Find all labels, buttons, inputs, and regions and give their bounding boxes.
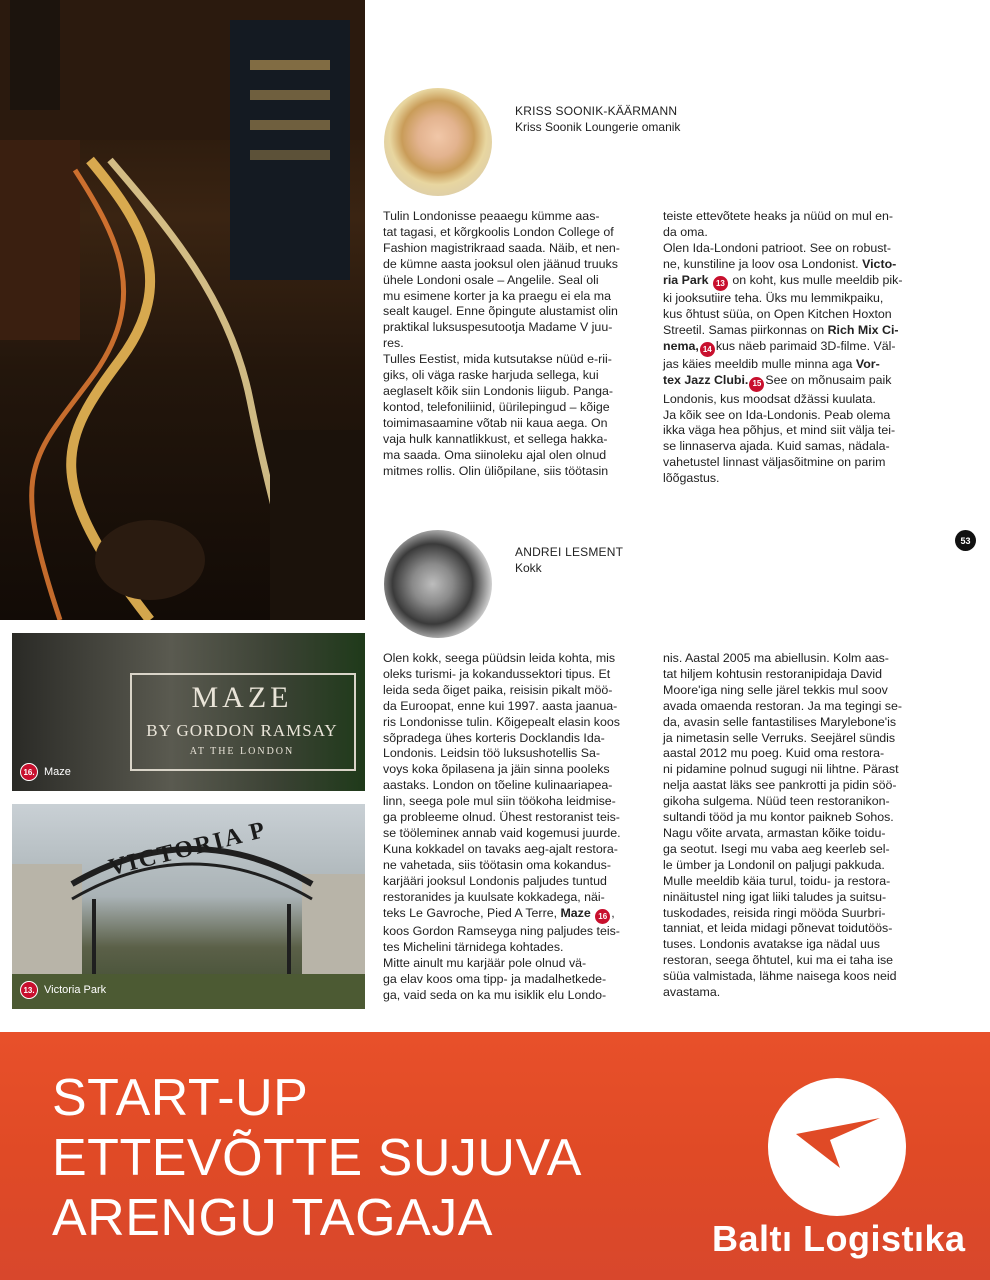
- maze-caption-text: Maze: [44, 766, 71, 778]
- kriss-role: Kriss Soonik Loungerie omanik: [515, 120, 681, 134]
- rich-mix-bold: Rich Mix Ci- nema,: [663, 322, 899, 353]
- victoria-park-bold: Victo- ria Park: [663, 256, 897, 287]
- kriss-text-col2: [663, 209, 931, 487]
- andrei-paragraph-2: nis. Aastal 2005 ma abiellusin. Kolm aas- tat hiljem kohtusin restoranipidaja David Moore'iga ning selle järel tekkis mul soov avada omaenda restoran. Ja ma tegingi se- da, avasin selle fantastilises Marylebone'is ja nimetasin selle Verruks. Seejärel sündis aastal 2012 mu poeg. Kuid oma restora- ni pidamine polnud sugugi nii lihtne. Pärast nelja aastat läks see pankrotti ja pidin söö- gikoha sulgema. Nüüd teen restoranikon- sultandi tööd ja mu kontor paikneb Sohos. Nagu võite arvata, armastan kõike toidu- ga seotut. Isegi mu vaba aeg keerleb sel- le ümber ja Londonil on paljugi pakkuda. Mulle meeldib käia turul, toidu- ja restora- ninäitustel ning igat liiki taludes ja suitsu- tuskodades, reisida ringi mööda Suurbri- tanniat, et leida midagi põnevat toidutöös- tuses. Londonis avatakse iga nädal uus restoran, seega õhtutel, kui ma ei taha ise süüa valmistada, lähme naisega koos neid avastama.: [663, 651, 903, 1000]
- andrei-portrait: [384, 530, 492, 638]
- kriss-paragraph-1: Tulin Londonisse peaaegu kümme aas- tat tagasi, et kõrgkoolis London College of Fashion magistrikraad saada. Näib, et nen- de kümne aasta jooksul olen jäänud truuks ühele Londoni osale – Angelile. Seal oli mu esimene korter ja ka praegu ei ela ma sealt kaugel. Enne õpingute alustamist olin praktikal luksuspesutootja Madame V juu- res. Tulles Eestist, mida kutsutakse nüüd e-rii- giks, oli väga raske harjuda sellega, kui aeglaselt kõik siin Londonis liigub. Panga- kontod, telefoniliinid, üürilepingud – kõige toimimasaamine võtab nii kaua aega. On vaja hulk kannatlikkust, et sellega hakka- ma saada. Oma siinoleku ajal olen olnud mitmes rollis. Olin üliõpilane, siis töötasin: [383, 209, 620, 478]
- maze-caption: [20, 763, 71, 781]
- victoria-caption: [20, 981, 106, 999]
- victoria-number-badge: 13.: [20, 981, 38, 999]
- andrei-role: Kokk: [515, 561, 542, 575]
- badge-13: 13: [713, 276, 728, 291]
- page-number: 53: [955, 530, 976, 551]
- badge-16: 16: [595, 909, 610, 924]
- maze-sign-location: AT THE LONDON: [189, 746, 295, 757]
- banner-line-2: ETTEVÕTTE SUJUVA: [52, 1129, 582, 1187]
- city-photo-graphic: [0, 0, 365, 620]
- paper-plane-icon: [768, 1078, 906, 1216]
- banner-line-3: ARENGU TAGAJA: [52, 1189, 493, 1247]
- maze-photo: [12, 633, 365, 791]
- banner-line-1: START-UP: [52, 1069, 309, 1127]
- badge-14: 14: [700, 342, 715, 357]
- andrei-name: ANDREI LESMENT: [515, 545, 624, 559]
- balti-logistika-logo-circle: [768, 1078, 906, 1216]
- victoria-park-photo: [12, 804, 365, 1009]
- kriss-name: KRISS SOONIK-KÄÄRMANN: [515, 104, 678, 118]
- victoria-gate-text: VICTORIA P: [106, 816, 270, 882]
- badge-15: 15: [749, 377, 764, 392]
- maze-number-badge: 16.: [20, 763, 38, 781]
- maze-sign-title: MAZE: [191, 681, 293, 714]
- kriss-text-col1: [383, 209, 648, 479]
- victoria-caption-text: Victoria Park: [44, 984, 107, 996]
- banner-headline: [52, 1068, 582, 1248]
- andrei-text-col1: [383, 651, 651, 1003]
- andrei-paragraph-1: Olen kokk, seega püüdsin leida kohta, mis oleks turismi- ja kokandussektori tipus. Et leida seda õiget paika, reisisin pikalt möö- da Euroopat, enne kui 1997. aasta jaanua- ris Londonisse tulin. Kõigepealt elasin koos sõpradega ühes korteris Docklandis Ida- Londonis. Leidsin töö luksushotellis Sa- voys koka õpilasena ja jäin sinna pooleks aastaks. London on tõeline kulinaariapea- linn, seega pole mul siin töökoha leidmise- ga probleeme olnud. Ühest restoranist teis- se töölemineк annab vaid kogemusi juurde. Kuna kokkadel on tavaks aeg-ajalt restora- ne vahetada, siis töötasin oma kokandus- karjääri jooksul Londonis paljudes tuntud restoranides ja kuulsate kokkadega, näi- teks Le Gavroche, Pied A Terre, Maze 16 , koos Gordon Ramseyga ning paljudes teis- tes Michelini tärnidega kohtades. Mitte ainult mu karjäär pole olnud vä- ga elav koos oma tipp- ja madalhetkede- ga, vaid seda on ka mu isiklik elu Londo-: [383, 651, 621, 1002]
- maze-sign-subtitle: BY GORDON RAMSAY: [146, 721, 338, 740]
- kriss-paragraph-2: teiste ettevõtete heaks ja nüüd on mul en- da oma. Olen Ida-Londoni patrioot. See on robust- ne, kunstiline ja loov osa Londonist. Victo- ria Park 13 on koht, kus mulle meeldib pik- ki jooksutiire teha. Üks mu lemmikpaiku, kus õhtust süüa, on Open Kitchen Hoxton Streetil. Samas piirkonnas on Rich Mix Ci- nema, 14 kus näeb parimaid 3D-filme. Väl- jas käies meeldib mulle minna aga Vor- tex Jazz Clubi. 15 See on mõnusaim paik Londonis, kus moodsat džässi kuulata. Ja kõik see on Ida-Londonis. Peab olema ikka väga hea põhjus, et mind siit välja tei- se linnaserva ajada. Kuid samas, nädala- vahetustel linnast väljasõitmine on parim lõõgastus.: [663, 209, 903, 486]
- balti-logistika-logo-text: Baltı Logistıka: [712, 1218, 966, 1259]
- kriss-portrait: [384, 88, 492, 196]
- maze-bold: Maze: [560, 905, 591, 920]
- city-night-photo: [0, 0, 365, 620]
- vortex-bold: Vor- tex Jazz Clubi.: [663, 357, 880, 388]
- andrei-text-col2: [663, 651, 931, 1001]
